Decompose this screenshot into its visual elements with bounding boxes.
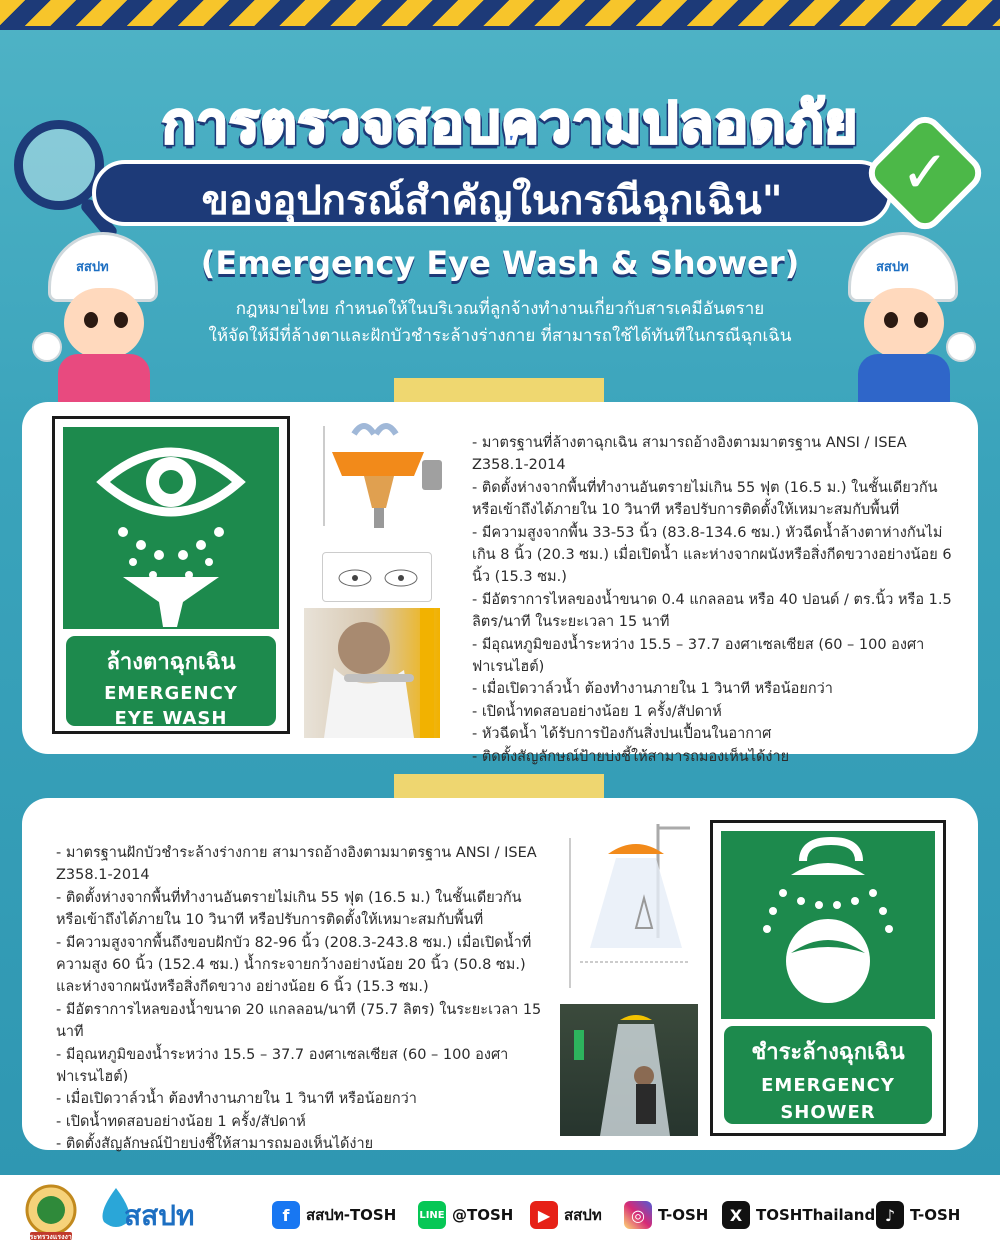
ministry-logo — [22, 1184, 80, 1242]
eyewash-bullet: - ติดตั้งห่างจากพื้นที่ทำงานอันตรายไม่เกิน 55 ฟุต (16.5 ม.) ในชั้นเดียวกัน หรือเข้าถึงได้ภายใน 10 วินาที หรือปรับการติดตั้งให้เหมาะสมกับพื้นที่ — [472, 479, 938, 519]
eyewash-photo — [304, 608, 440, 738]
sign-thai-label: ชำระล้างฉุกเฉิน — [751, 1040, 905, 1065]
shower-bullet: - มีอัตราการไหลของน้ำขนาด 20 แกลลอน/นาที (75.7 ลิตร) ในระยะเวลา 15 นาที — [56, 1001, 542, 1041]
hazard-stripe — [0, 0, 1000, 26]
helmet-logo: สสปท — [876, 260, 909, 275]
title-line-2: ของอุปกรณ์สำคัญในกรณีฉุกเฉิน" — [201, 178, 783, 224]
eyewash-bullet: - มีอุณหภูมิของน้ำระหว่าง 15.5 – 37.7 องศาเซลเซียส (60 – 100 องศาฟาเรนไฮต์) — [472, 636, 925, 676]
eye-wash-icon — [63, 427, 279, 629]
sign-english-label-1: EMERGENCY — [761, 1075, 895, 1096]
eyewash-card — [22, 402, 978, 765]
shower-bullet: - เมื่อเปิดวาล์วน้ำ ต้องทำงานภายใน 1 วินาที หรือน้อยกว่า — [56, 1091, 417, 1108]
helmet-logo: สสปท — [76, 260, 109, 275]
brand-logo — [96, 1186, 216, 1242]
subtitle-english: (Emergency Eye Wash & Shower) — [200, 244, 800, 282]
shower-bullet: - มีอุณหภูมิของน้ำระหว่าง 15.5 – 37.7 องศาเซลเซียส (60 – 100 องศาฟาเรนไฮต์) — [56, 1046, 509, 1086]
social-x[interactable] — [722, 1198, 875, 1232]
x-icon: X — [722, 1201, 750, 1229]
shower-bullet: - เปิดน้ำทดสอบอย่างน้อย 1 ครั้ง/สัปดาห์ — [56, 1113, 306, 1130]
mascot-hand — [32, 332, 62, 362]
shower-person-photo — [560, 1004, 698, 1136]
eyewash-bullet: - มีความสูงจากพื้น 33-53 นิ้ว (83.8-134.6 ซม.) หัวฉีดน้ำล้างตาห่างกันไม่เกิน 8 นิ้ว (20.3 ซม.) เมื่อเปิดน้ำ และห่างจากผนังหรือสิ่งกีดขวางอย่างน้อย 6 นิ้ว (15.3 ซม.) — [472, 524, 952, 586]
social-label: T-OSH — [658, 1206, 709, 1224]
mascot-face — [64, 288, 144, 358]
social-tiktok[interactable] — [876, 1198, 960, 1232]
mascot-eye — [114, 312, 128, 328]
ministry-label: กระทรวงแรงงาน — [25, 1233, 77, 1241]
shower-bullet-list — [56, 842, 548, 1156]
eyewash-diagram-side — [304, 416, 444, 540]
shower-bullet: - มีความสูงจากพื้นถึงขอบฝักบัว 82-96 นิ้ว (208.3-243.8 ซม.) เมื่อเปิดน้ำที่ความสูง 60 นิ้ว (152.4 ซม.) น้ำกระจายกว้างอย่างน้อย 20 นิ้ว (50.8 ซม.) และห่างจากผนังหรือสิ่งกีดขวาง อย่างน้อย 6 นิ้ว (15.3 ซม.) — [56, 934, 532, 996]
social-facebook[interactable] — [272, 1198, 396, 1232]
eyewash-sign — [52, 416, 290, 734]
mascot-hand — [946, 332, 976, 362]
intro-text — [160, 296, 840, 350]
line-icon: LINE — [418, 1201, 446, 1229]
eyewash-basin-illustration — [304, 416, 444, 540]
eyewash-top-view-illustration — [323, 553, 433, 603]
shower-sign — [710, 820, 946, 1136]
mascot-eye — [884, 312, 898, 328]
eyewash-bullet-list — [472, 432, 952, 768]
eyewash-bullet: - ติดตั้งสัญลักษณ์ป้ายบ่งชี้ให้สามารถมองเห็นได้ง่าย — [472, 748, 790, 765]
checkmark-icon: ✓ — [900, 138, 950, 206]
facebook-icon: f — [272, 1201, 300, 1229]
mascot-body — [858, 354, 950, 402]
shower-bullet: - มาตรฐานฝักบัวชำระล้างร่างกาย สามารถอ้างอิงตามมาตรฐาน ANSI / ISEA Z358.1-2014 — [56, 845, 537, 884]
eyewash-bullet: - หัวฉีดน้ำ ได้รับการป้องกันสิ่งปนเปื้อนในอากาศ — [472, 726, 772, 743]
sign-english-label-2: EYE WASH — [114, 708, 228, 729]
shower-photo — [560, 1004, 698, 1136]
eyewash-bullet: - มาตรฐานที่ล้างตาฉุกเฉิน สามารถอ้างอิงตามมาตรฐาน ANSI / ISEA Z358.1-2014 — [472, 435, 907, 474]
eyewash-diagram-top — [322, 552, 432, 602]
shower-sign-label — [721, 1023, 935, 1127]
sign-english-label-2: SHOWER — [780, 1102, 876, 1123]
youtube-icon: ▶ — [530, 1201, 558, 1229]
instagram-icon: ◎ — [624, 1201, 652, 1229]
mascot-eye — [84, 312, 98, 328]
social-line[interactable] — [418, 1198, 513, 1232]
shower-bullet: - ติดตั้งสัญลักษณ์ป้ายบ่งชี้ให้สามารถมองเห็นได้ง่าย — [56, 1136, 374, 1153]
social-label: สสปท-TOSH — [306, 1206, 397, 1224]
shower-illustration — [560, 818, 700, 998]
sign-english-label-1: EMERGENCY — [104, 683, 238, 704]
eyewash-sign-label — [63, 633, 279, 729]
shower-head-icon — [721, 831, 935, 1019]
hazard-stripe-line — [0, 26, 1000, 30]
mascot-girl — [28, 232, 178, 402]
eyewash-bullet: - มีอัตราการไหลของน้ำขนาด 0.4 แกลลอน หรือ 40 ปอนด์ / ตร.นิ้ว หรือ 1.5 ลิตร/นาที ในระยะเวลา 15 นาที — [472, 591, 952, 631]
tiktok-icon: ♪ — [876, 1201, 904, 1229]
social-instagram[interactable] — [624, 1198, 708, 1232]
social-youtube[interactable] — [530, 1198, 602, 1232]
social-label: TOSHThailand — [756, 1206, 876, 1224]
eyewash-pictogram — [63, 427, 279, 629]
shower-diagram — [560, 818, 700, 998]
mascot-boy — [828, 232, 978, 402]
social-label: สสปท — [564, 1206, 602, 1224]
shower-bullet: - ติดตั้งห่างจากพื้นที่ทำงานอันตรายไม่เกิน 55 ฟุต (16.5 ม.) ในชั้นเดียวกัน หรือเข้าถึงได้ภายใน 10 วินาที หรือปรับการติดตั้งให้เหมาะสมกับพื้นที่ — [56, 889, 522, 929]
intro-line-2: ให้จัดให้มีที่ล้างตาและฝักบัวชำระล้างร่างกาย ที่สามารถใช้ได้ทันทีในกรณีฉุกเฉิน — [208, 326, 792, 346]
eyewash-person-photo — [304, 608, 440, 738]
shower-pictogram — [721, 831, 935, 1019]
mascot-face — [864, 288, 944, 358]
sign-thai-label: ล้างตาฉุกเฉิน — [106, 650, 236, 675]
eyewash-bullet: - เมื่อเปิดวาล์วน้ำ ต้องทำงานภายใน 1 วินาที หรือน้อยกว่า — [472, 681, 833, 698]
mascot-eye — [914, 312, 928, 328]
title-line-1: การตรวจสอบความปลอดภัย — [161, 91, 859, 156]
shower-card — [22, 798, 978, 1153]
social-label: T-OSH — [910, 1206, 961, 1224]
brand-name: สสปท — [124, 1199, 195, 1232]
mascot-body — [58, 354, 150, 402]
social-label: @TOSH — [452, 1206, 514, 1224]
eyewash-bullet: - เปิดน้ำทดสอบอย่างน้อย 1 ครั้ง/สัปดาห์ — [472, 703, 722, 720]
intro-line-1: กฎหมายไทย กำหนดให้ในบริเวณที่ลูกจ้างทำงานเกี่ยวกับสารเคมีอันตราย — [235, 299, 765, 319]
